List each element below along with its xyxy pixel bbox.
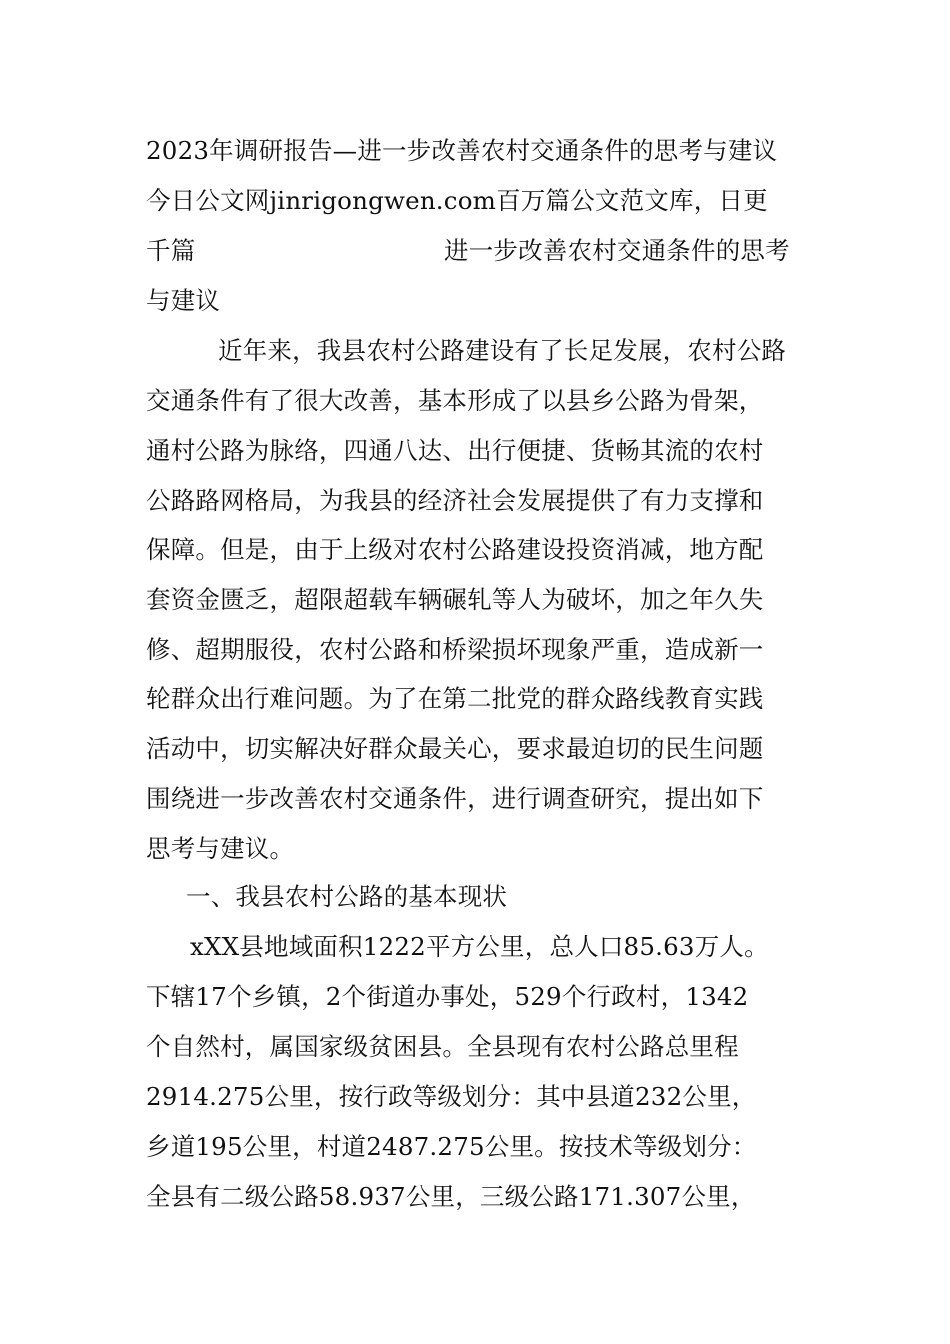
paragraph-line: 下辖17个乡镇，2个街道办事处，529个行政村，1342: [146, 982, 749, 1011]
title-line-4: 与建议: [146, 286, 221, 315]
paragraph-line: 近年来，我县农村公路建设有了长足发展，农村公路: [218, 336, 787, 365]
paragraph-line: 乡道195公里，村道2487.275公里。按技术等级划分：: [146, 1132, 757, 1161]
section-heading: 一、我县农村公路的基本现状: [186, 882, 508, 911]
paragraph-line: 思考与建议。: [146, 834, 295, 863]
paragraph-line: 2914.275公里，按行政等级划分：其中县道232公里，: [146, 1082, 757, 1111]
paragraph-line: 修、超期服役，农村公路和桥梁损坏现象严重，造成新一: [146, 635, 764, 664]
paragraph-line: 活动中，切实解决好群众最关心，要求最迫切的民生问题: [146, 734, 764, 763]
paragraph-line: 全县有二级公路58.937公里，三级公路171.307公里，: [146, 1182, 756, 1211]
paragraph-line: 围绕进一步改善农村交通条件，进行调查研究，提出如下: [146, 784, 764, 813]
paragraph-line: 个自然村，属国家级贫困县。全县现有农村公路总里程: [146, 1032, 739, 1061]
title-line-2: 今日公文网jinrigongwen.com百万篇公文范文库，日更: [146, 186, 768, 215]
title-line-3-right: 进一步改善农村交通条件的思考: [444, 236, 790, 265]
title-line-1: 2023年调研报告—进一步改善农村交通条件的思考与建议: [146, 136, 778, 165]
paragraph-line: 保障。但是，由于上级对农村公路建设投资消减，地方配: [146, 535, 764, 564]
paragraph-line: xXX县地域面积1222平方公里，总人口85.63万人。: [190, 932, 769, 961]
paragraph-line: 交通条件有了很大改善，基本形成了以县乡公路为骨架，: [146, 386, 764, 415]
title-line-3-left: 千篇: [146, 236, 196, 265]
paragraph-line: 套资金匮乏，超限超载车辆碾轧等人为破坏，加之年久失: [146, 585, 764, 614]
paragraph-line: 公路路网格局，为我县的经济社会发展提供了有力支撑和: [146, 486, 764, 515]
paragraph-line: 通村公路为脉络，四通八达、出行便捷、货畅其流的农村: [146, 436, 764, 465]
paragraph-line: 轮群众出行难问题。为了在第二批党的群众路线教育实践: [146, 684, 764, 713]
